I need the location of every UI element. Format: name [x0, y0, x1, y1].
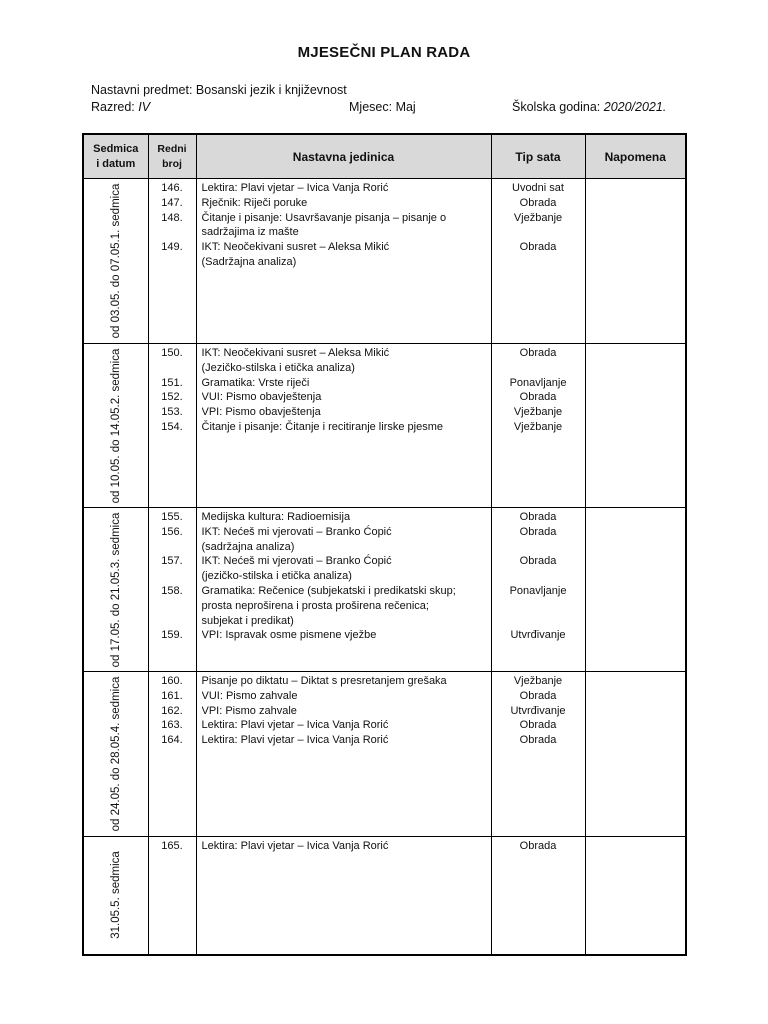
lesson-unit: Lektira: Plavi vjetar – Ivica Vanja Rorić [201, 182, 389, 194]
lesson-unit: IKT: Neočekivani susret – Aleksa Mikić [201, 347, 390, 359]
subject-line [91, 83, 347, 97]
lesson-number: 155. [161, 511, 183, 523]
lesson-unit: (sadržajna analiza) [201, 540, 295, 553]
lesson-type: Obrada [519, 196, 557, 209]
type-cell [491, 837, 585, 955]
lesson-unit: Medijska kultura: Radioemisija [201, 511, 351, 523]
lesson-number: 150. [161, 347, 183, 359]
lesson-unit: IKT: Neočekivani susret – Aleksa Mikić [201, 241, 390, 254]
lesson-type: Ponavljanje [509, 584, 567, 597]
header-type: Tip sata [491, 134, 585, 179]
lesson-number [149, 255, 196, 270]
lesson-unit: VUI: Pismo obavještenja [201, 391, 322, 404]
lesson-type: Vježbanje [513, 420, 563, 433]
type-cell [491, 179, 585, 344]
lesson-type: Ponavljanje [509, 376, 567, 389]
note-cell [585, 508, 686, 672]
lesson-type: Obrada [519, 511, 557, 523]
monthly-plan-table [82, 133, 687, 956]
school-year-label: Školska godina: [512, 100, 601, 114]
unit-cell [196, 179, 491, 344]
week-label: od 17.05. do 21.05.3. sedmica [109, 512, 122, 667]
lesson-number: 156. [161, 525, 183, 538]
lesson-number: 154. [161, 420, 183, 433]
lesson-type [492, 569, 585, 584]
lesson-unit: IKT: Nećeš mi vjerovati – Branko Ćopić [201, 555, 392, 568]
week-label: od 03.05. do 07.05.1. sedmica [109, 183, 122, 339]
school-year-line [512, 100, 666, 114]
header-number-line1: Redni [157, 142, 187, 155]
unit-cell [196, 508, 491, 672]
unit-cell [196, 837, 491, 955]
lesson-unit: Lektira: Plavi vjetar – Ivica Vanja Rorić [201, 840, 389, 852]
lesson-number: 159. [161, 629, 183, 642]
lesson-type: Obrada [519, 719, 557, 732]
lesson-type: Obrada [519, 555, 557, 568]
lesson-unit: VUI: Pismo zahvale [201, 689, 298, 702]
header-week-line2: i datum [96, 157, 136, 170]
lesson-type: Obrada [519, 840, 557, 852]
lesson-unit: (Jezičko-stilska i etička analiza) [201, 361, 355, 374]
lesson-type: Utvrđivanje [510, 704, 566, 717]
subject-value: Bosanski jezik i književnost [195, 83, 347, 97]
lesson-number [149, 569, 196, 584]
lesson-type: Obrada [519, 391, 557, 404]
lesson-number: 157. [161, 555, 183, 568]
lesson-type: Obrada [519, 689, 557, 702]
table-row-week-5 [83, 837, 686, 955]
lesson-number: 146. [161, 182, 183, 194]
lesson-unit: Lektira: Plavi vjetar – Ivica Vanja Rorić [201, 734, 389, 747]
subject-label: Nastavni predmet: [91, 83, 193, 97]
lesson-unit: VPI: Ispravak osme pismene vježbe [201, 629, 377, 642]
table-row-week-1 [83, 179, 686, 344]
week-label: od 24.05. do 28.05.4. sedmica [109, 676, 122, 832]
header-number-line2: broj [162, 157, 182, 170]
lesson-type: Vježbanje [513, 675, 563, 687]
lesson-type: Uvodni sat [512, 182, 564, 194]
lesson-unit: (Sadržajna analiza) [201, 255, 297, 268]
grade-label: Razred: [91, 100, 135, 114]
lesson-unit: Gramatika: Vrste riječi [201, 376, 310, 389]
lesson-number: 153. [161, 406, 183, 419]
lesson-number [149, 540, 196, 555]
note-cell [585, 344, 686, 508]
document-title: MJESEČNI PLAN RADA [297, 44, 471, 61]
grade-value: IV [138, 100, 151, 114]
grade-line [91, 100, 150, 114]
week-cell [83, 344, 148, 508]
lesson-number: 152. [161, 391, 183, 404]
lesson-number: 162. [161, 704, 183, 717]
number-cell [148, 344, 196, 508]
lesson-type [492, 255, 585, 270]
lesson-type [492, 361, 585, 376]
lesson-unit: Čitanje i pisanje: Čitanje i recitiranje lirske pjesme [201, 420, 443, 433]
type-cell [491, 508, 585, 672]
week-cell [83, 508, 148, 672]
note-cell [585, 179, 686, 344]
lesson-type [492, 614, 585, 629]
table-row-week-4 [83, 672, 686, 837]
week-cell [83, 672, 148, 837]
lesson-unit: prosta neproširena i prosta proširena rečenica; [201, 599, 429, 612]
week-cell [83, 837, 148, 955]
number-cell [148, 179, 196, 344]
month-label: Mjesec: [349, 100, 393, 114]
lesson-number [149, 599, 196, 614]
note-cell [585, 672, 686, 837]
lesson-unit: Pisanje po diktatu – Diktat s presretanjem grešaka [201, 675, 447, 687]
table-row-week-3 [83, 508, 686, 672]
header-week [83, 134, 148, 179]
lesson-type [492, 225, 585, 240]
lesson-number [149, 361, 196, 376]
header-week-line1: Sedmica [93, 142, 139, 155]
lesson-unit: VPI: Pismo obavještenja [201, 406, 321, 419]
lesson-type: Obrada [519, 347, 557, 359]
lesson-number: 163. [161, 719, 183, 732]
lesson-unit: Gramatika: Rečenice (subjekatski i predikatski skup; [201, 584, 456, 597]
type-cell [491, 344, 585, 508]
header-note: Napomena [585, 134, 686, 179]
note-cell [585, 837, 686, 955]
lesson-number: 164. [161, 734, 183, 747]
lesson-unit: subjekat i predikat) [201, 614, 294, 627]
lesson-unit: IKT: Nećeš mi vjerovati – Branko Ćopić [201, 525, 392, 538]
unit-cell [196, 344, 491, 508]
lesson-type: Utvrđivanje [510, 629, 566, 642]
lesson-type: Obrada [519, 241, 557, 254]
week-label: od 10.05. do 14.05.2. sedmica [109, 348, 122, 503]
lesson-number: 158. [161, 584, 183, 597]
lesson-number: 160. [161, 675, 183, 687]
lesson-type: Obrada [519, 734, 557, 747]
lesson-number: 161. [161, 689, 183, 702]
number-cell [148, 672, 196, 837]
school-year-value: 2020/2021. [603, 100, 667, 114]
lesson-type [492, 540, 585, 555]
lesson-type [492, 599, 585, 614]
lesson-number [149, 225, 196, 240]
lesson-number: 148. [161, 211, 183, 224]
type-cell [491, 672, 585, 837]
header-number [148, 134, 196, 179]
lesson-type: Vježbanje [513, 211, 563, 224]
lesson-number: 151. [161, 376, 183, 389]
lesson-type: Obrada [519, 525, 557, 538]
lesson-unit: Lektira: Plavi vjetar – Ivica Vanja Rorić [201, 719, 389, 732]
lesson-unit: Rječnik: Riječi poruke [201, 196, 308, 209]
lesson-number: 149. [161, 241, 183, 254]
lesson-unit: VPI: Pismo zahvale [201, 704, 297, 717]
table-header-row [83, 134, 686, 179]
week-label: 31.05.5. sedmica [109, 851, 122, 940]
unit-cell [196, 672, 491, 837]
lesson-unit: (jezičko-stilska i etička analiza) [201, 570, 352, 583]
lesson-type: Vježbanje [513, 406, 563, 419]
lesson-unit: Čitanje i pisanje: Usavršavanje pisanja – pisanje o [201, 211, 447, 224]
lesson-number: 165. [161, 840, 183, 852]
header-unit: Nastavna jedinica [196, 134, 491, 179]
month-line [349, 100, 416, 114]
number-cell [148, 837, 196, 955]
lesson-number: 147. [161, 196, 183, 209]
table-row-week-2 [83, 344, 686, 508]
week-cell [83, 179, 148, 344]
lesson-number [149, 614, 196, 629]
lesson-unit: sadržajima iz mašte [201, 226, 299, 239]
month-value: Maj [395, 100, 416, 114]
number-cell [148, 508, 196, 672]
